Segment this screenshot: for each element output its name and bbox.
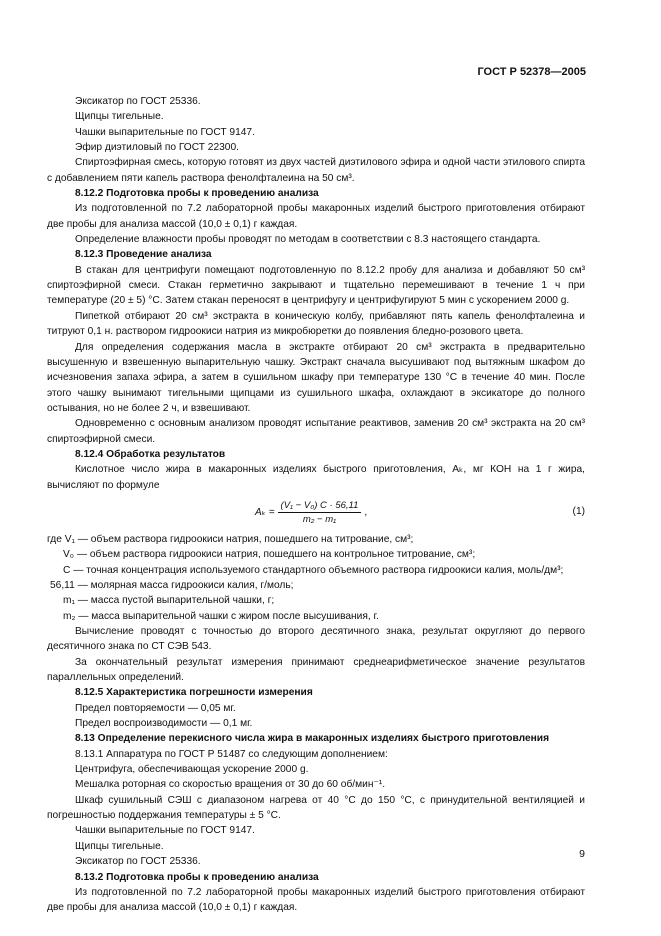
formula-block [47, 497, 585, 529]
paragraph: Кислотное число жира в макаронных изделиях быстрого приготовления, Aₖ, мг КОН на 1 г жира, вычисляют по формуле [47, 464, 585, 491]
formula-fraction [278, 499, 362, 526]
legend-item: 56,11 — молярная масса гидроокиси калия, г/моль; [50, 579, 294, 591]
section-heading: 8.13.2 Подготовка пробы к проведению анализа [75, 871, 319, 883]
paragraph: В стакан для центрифуги помещают подготовленную по 8.12.2 пробу для анализа и добавляют 50 см³ спиртоэфирной смеси. Стакан герметично закрывают и тщательно перемешивают в течение 1 ч при температуре (20 ± 5) °С. Затем стакан переносят в центрифугу и центрифугируют 5 мин с ускорением 2000 g. [47, 264, 585, 307]
paragraph: Эксикатор по ГОСТ 25336. [75, 96, 201, 107]
paragraph: Мешалка роторная со скоростью вращения от 30 до 60 об/мин⁻¹. [75, 779, 386, 791]
paragraph: Предел повторяемости — 0,05 мг. [75, 702, 236, 714]
paragraph: Чашки выпарительные по ГОСТ 9147. [75, 126, 255, 138]
formula-numerator: (V₁ − V₀) C · 56,11 [278, 499, 362, 513]
paragraph: Эфир диэтиловый по ГОСТ 22300. [75, 142, 239, 154]
standard-header: ГОСТ Р 52378—2005 [477, 66, 586, 78]
section-heading: 8.12.5 Характеристика погрешности измерения [75, 687, 313, 699]
paragraph: Спиртоэфирная смесь, которую готовят из двух частей диэтилового эфира и одной части этилового спирта с добавлением пяти капель раствора фенолфталеина на 50 см³. [47, 157, 585, 184]
formula [255, 499, 367, 526]
paragraph: Щипцы тигельные. [75, 840, 164, 852]
page-body [47, 94, 585, 916]
paragraph: Пипеткой отбирают 20 см³ экстракта в коническую колбу, прибавляют пять капель фенолфталеина и титруют 0,1 н. раствором гидроокиси натрия из микробюретки до появления бледно-розового цвета. [47, 310, 585, 338]
equation-number: (1) [572, 505, 585, 517]
formula-lhs: Aₖ = [255, 506, 275, 518]
paragraph: Шкаф сушильный СЭШ с диапазоном нагрева от 40 °С до 150 °С, с принудительной вентиляцией и погрешностью поддержания температуры ± 5 °С. [47, 794, 585, 822]
section-heading: 8.12.4 Обработка результатов [75, 448, 226, 460]
paragraph: Для определения содержания масла в экстракте отбирают 20 см³ экстракта в предварительно высушенную и взвешенную выпарительную чашку. Экстракт сначала высушивают под вытяжным шкафом до исчезновения запаха эфира, а затем в сушильном шкафу при температуре 130 °С в течение 40 мин. После этого чашку вынимают тигельными щипцами из сушильного шкафа, охлаждают в эксикаторе до полного остывания, но не более 2 ч, и взвешивают. [47, 341, 585, 414]
formula-denominator: m₂ − m₁ [302, 513, 337, 525]
formula-trailing: , [364, 506, 368, 518]
paragraph: Щипцы тигельные. [75, 111, 164, 123]
section-heading: 8.13 Определение перекисного числа жира в макаронных изделиях быстрого приготовления [75, 733, 550, 745]
paragraph: Вычисление проводят с точностью до второго десятичного знака, результат округляют до первого десятичного знака по СТ СЭВ 543. [47, 626, 585, 653]
paragraph: Определение влажности пробы проводят по методам в соответствии с 8.3 настоящего стандарта. [75, 234, 541, 246]
legend-item: V₀ — объем раствора гидроокиси натрия, пошедшего на контрольное титрование, см³; [63, 549, 476, 561]
paragraph: За окончательный результат измерения принимают среднеарифметическое значение результатов параллельных определений. [47, 656, 585, 684]
legend-item: С — точная концентрация используемого стандартного объемного раствора гидроокиси калия, моль/дм³; [63, 564, 564, 576]
paragraph: Эксикатор по ГОСТ 25336. [75, 856, 201, 868]
section-heading: 8.12.3 Проведение анализа [75, 249, 212, 261]
paragraph: Из подготовленной по 7.2 лабораторной пробы макаронных изделий быстрого приготовления отбирают две пробы для анализа массой (10,0 ± 0,1) г каждая. [47, 886, 585, 914]
legend-item: m₂ — масса выпарительной чашки с жиром после высушивания, г. [63, 610, 379, 622]
legend-item: m₁ — масса пустой выпарительной чашки, г; [63, 595, 275, 607]
paragraph: 8.13.1 Аппаратура по ГОСТ Р 51487 со следующим дополнением: [75, 748, 388, 760]
page-number: 9 [579, 848, 585, 860]
paragraph: Чашки выпарительные по ГОСТ 9147. [75, 825, 255, 837]
section-heading: 8.12.2 Подготовка пробы к проведению анализа [75, 188, 319, 200]
paragraph: Из подготовленной по 7.2 лабораторной пробы макаронных изделий быстрого приготовления отбирают две пробы для анализа массой (10,0 ± 0,1) г каждая. [47, 203, 585, 230]
paragraph: Одновременно с основным анализом проводят испытание реактивов, заменив 20 см³ экстракта на 20 см³ спиртоэфирной смеси. [47, 418, 585, 445]
legend-item: где V₁ — объем раствора гидроокиси натрия, пошедшего на титрование, см³; [47, 533, 414, 545]
paragraph: Центрифуга, обеспечивающая ускорение 2000 g. [75, 764, 309, 776]
paragraph: Предел воспроизводимости — 0,1 мг. [75, 718, 253, 730]
